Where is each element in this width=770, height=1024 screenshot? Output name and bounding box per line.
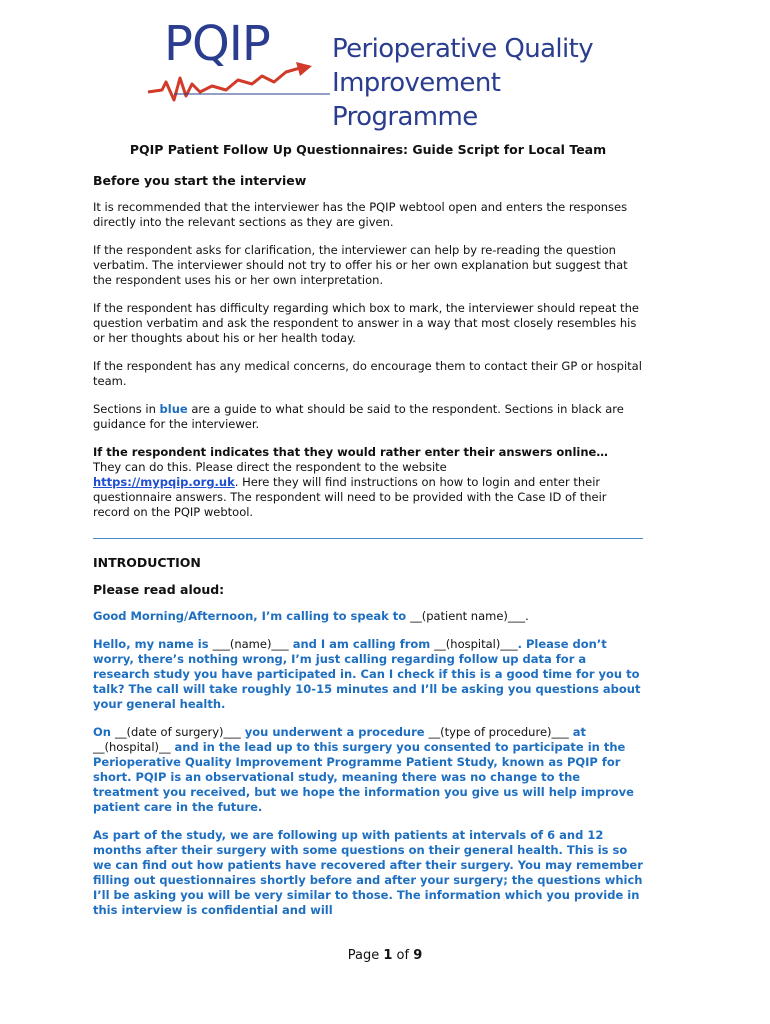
hello-part-2: and I am calling from <box>288 637 435 651</box>
before-paragraph-2: If the respondent asks for clarification, the interviewer can help by re-reading the question verbatim. The interviewer should not try to offer his or her own explanation but suggest that the respondent uses his or her own interpretation. <box>93 243 628 287</box>
document-body <box>93 142 643 931</box>
page-word: Page <box>347 948 384 963</box>
before-paragraph-4: If the respondent has any medical concerns, do encourage them to contact their GP or hospital team. <box>93 359 642 388</box>
page-number: 1 <box>383 948 393 963</box>
of-word: of <box>392 948 414 963</box>
hello-script <box>93 637 643 712</box>
on-part-3: at <box>568 725 587 739</box>
logo-wordmark <box>332 32 640 134</box>
online-paragraph <box>93 460 643 520</box>
hospital-blank: __(hospital)___ <box>434 637 518 651</box>
pqip-logo-mark <box>140 16 340 112</box>
greeting-script <box>93 609 643 624</box>
pqip-logo <box>140 16 640 132</box>
document-title: PQIP Patient Follow Up Questionnaires: Guide Script for Local Team <box>129 142 607 157</box>
section-divider <box>93 538 643 539</box>
patient-name-blank: __(patient name)___. <box>410 609 529 623</box>
on-part-2: you underwent a procedure <box>240 725 429 739</box>
hello-part-1: Hello, my name is <box>93 637 213 651</box>
p5-text-b: are a guide to what should be said to the respondent. Sections in black are guidance for the interviewer. <box>93 402 624 431</box>
online-rest: . Here they will find instructions on how to login and enter their questionnaire answers. The respondent will need to be provided with the Case ID of their record on the PQIP webtool. <box>93 475 607 519</box>
trend-arrow-icon <box>140 16 340 112</box>
p5-blue-word: blue <box>159 402 188 416</box>
logo-mark-text: PQIP <box>164 16 270 72</box>
name-blank: ___(name)___ <box>212 637 289 651</box>
before-paragraph-3: If the respondent has difficulty regarding which box to mark, the interviewer should repeat the question verbatim and ask the respondent to answer in a way that most closely resembles his or her thoughts about his or her health today. <box>93 301 639 345</box>
on-part-4: and in the lead up to this surgery you consented to participate in the Perioperative Quality Improvement Programme Patient Study, known as PQIP for short. PQIP is an observational study, meaning there was no change to the treatment you received, but we hope the information you give us will help improve patient care in the future. <box>93 740 634 814</box>
online-line-1: They can do this. Please direct the respondent to the website <box>93 460 447 474</box>
introduction-heading: INTRODUCTION <box>93 555 201 570</box>
website-link[interactable]: https://mypqip.org.uk <box>93 475 235 489</box>
before-paragraph-5 <box>93 402 643 432</box>
logo-line-2: Improvement Programme <box>332 68 501 132</box>
study-script: As part of the study, we are following up with patients at intervals of 6 and 12 months after their surgery with some questions on their general health. This is so we can find out how patients have recovered after their surgery. You may remember filling out questionnaires shortly before and after your surgery; the questions which I’ll be asking you will be very similar to those. The information which you provide in this interview is confidential and will <box>93 828 643 917</box>
procedure-type-blank: __(type of procedure)___ <box>428 725 569 739</box>
on-part-1: On <box>93 725 115 739</box>
surgery-script <box>93 725 643 815</box>
page-footer <box>0 948 770 963</box>
surgery-hospital-blank: __(hospital)__ <box>93 740 171 754</box>
logo-line-1: Perioperative Quality <box>332 34 594 64</box>
hello-part-3: . Please don’t worry, there’s nothing wrong, I’m just calling regarding follow up data for a research study you have participated in. Can I check if this is a good time for you to talk? The call will take roughly 10-15 minutes and I’ll be asking you questions about your general health. <box>93 637 641 711</box>
read-aloud-label: Please read aloud: <box>93 582 225 597</box>
before-heading: Before you start the interview <box>93 173 307 188</box>
p5-text-a: Sections in <box>93 402 160 416</box>
online-heading: If the respondent indicates that they would rather enter their answers online… <box>93 445 608 459</box>
surgery-date-blank: __(date of surgery)___ <box>114 725 241 739</box>
page-total: 9 <box>413 948 423 963</box>
greeting-blue: Good Morning/Afternoon, I’m calling to speak to <box>93 609 411 623</box>
before-paragraph-1: It is recommended that the interviewer has the PQIP webtool open and enters the responses directly into the relevant sections as they are given. <box>93 200 628 229</box>
